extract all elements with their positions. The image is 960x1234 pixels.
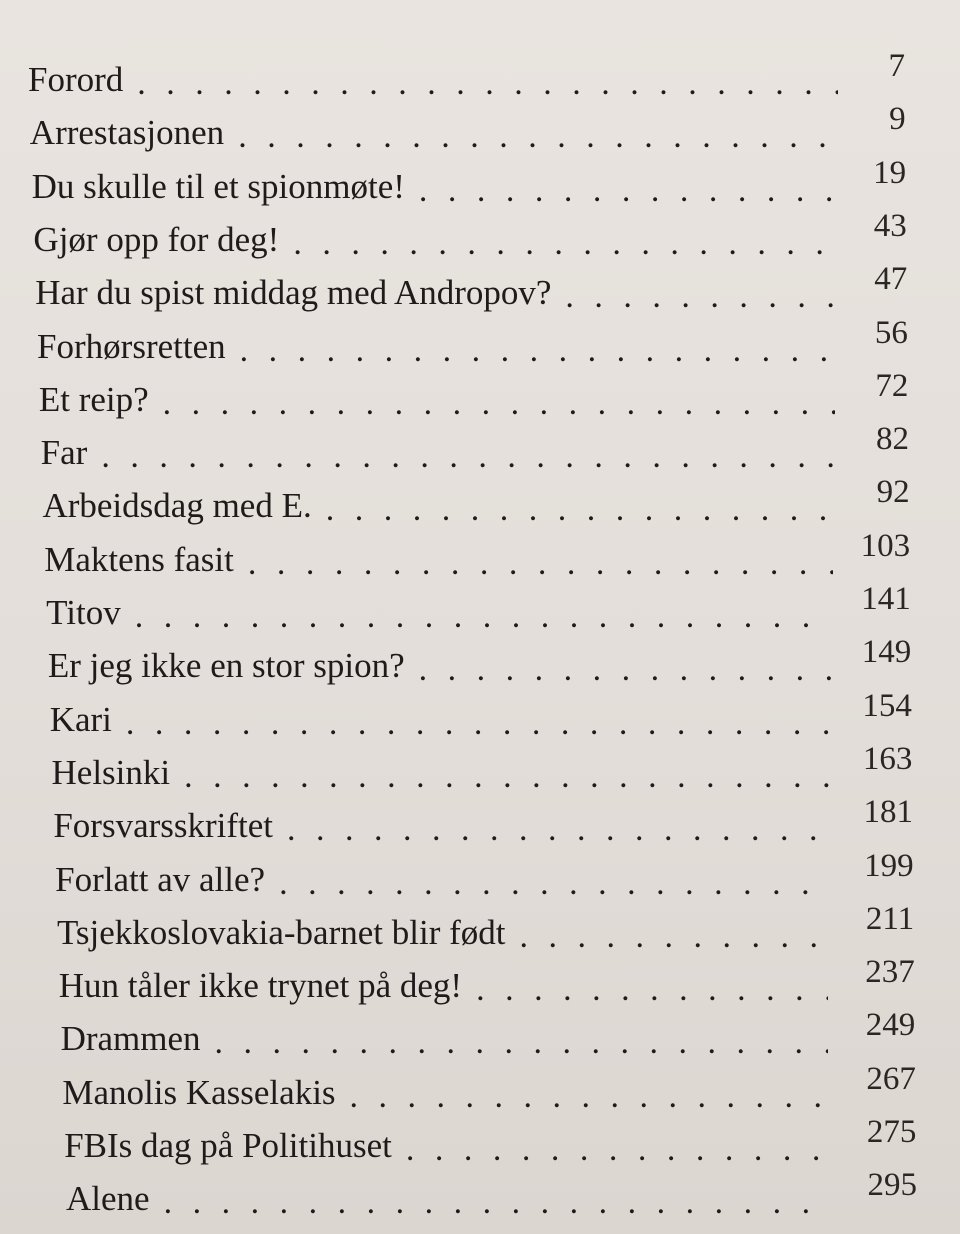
toc-entry-page-number: 154 [862, 687, 912, 724]
toc-entry [37, 323, 835, 367]
dot-leader [350, 1073, 828, 1113]
dot-leader [519, 913, 828, 953]
toc-entry-page-number: 199 [864, 847, 914, 884]
toc-entry-page-number: 295 [867, 1167, 917, 1204]
toc-entry-title: Maktens fasit [44, 539, 234, 579]
toc-entry [50, 696, 831, 740]
toc-entry-page-number: 267 [866, 1060, 916, 1097]
toc-entry-page-number: 7 [888, 48, 905, 84]
dot-leader [164, 1179, 826, 1219]
toc-entry [48, 642, 832, 686]
dot-leader [184, 753, 830, 793]
dot-leader [101, 433, 834, 473]
dot-leader [135, 593, 833, 633]
toc-entry-page-number: 19 [873, 154, 907, 191]
toc-entry [32, 163, 837, 207]
toc-entry [30, 109, 838, 153]
toc-entry [66, 1175, 826, 1219]
toc-entry-page-number: 9 [889, 101, 906, 138]
toc-entry-title: Manolis Kasselakis [62, 1072, 336, 1112]
toc-entry [55, 856, 829, 900]
toc-entry-title: Forhørsretten [37, 326, 226, 366]
toc-entry-title: Kari [49, 699, 112, 739]
toc-entry [42, 482, 833, 526]
toc-entry-title: Arbeidsdag med E. [42, 486, 312, 526]
toc-entry-page-number: 249 [865, 1007, 916, 1044]
toc-entry-title: Arrestasjonen [29, 113, 225, 153]
toc-entry-title: Et reip? [38, 379, 149, 419]
toc-entry [62, 1069, 827, 1113]
toc-entry [52, 749, 831, 793]
toc-entry [61, 1015, 828, 1059]
toc-entry-page-number: 237 [865, 954, 915, 991]
toc-entry [28, 56, 838, 100]
toc-entry-page-number: 149 [861, 634, 912, 671]
dot-leader [215, 1019, 828, 1059]
dot-leader [476, 966, 828, 1006]
toc-entry-page-number: 56 [874, 314, 908, 351]
toc-entry-title: Hun tåler ikke trynet på deg! [58, 966, 463, 1006]
toc-entry-title: Forsvarsskriftet [53, 806, 274, 846]
dot-leader [279, 860, 829, 900]
dot-leader [406, 1126, 827, 1166]
toc-entry-title: Gjør opp for deg! [33, 219, 280, 259]
toc-entry-title: Du skulle til et spionmøte! [31, 166, 405, 206]
toc-entry [59, 962, 829, 1006]
toc-entry-page-number: 47 [874, 261, 908, 298]
toc-entry-page-number: 163 [862, 740, 913, 777]
toc-entry-page-number: 181 [863, 794, 913, 831]
toc-entry [33, 216, 836, 260]
toc-entry [64, 1122, 826, 1166]
toc-entry [57, 909, 829, 953]
toc-entry-page-number: 72 [875, 367, 909, 404]
toc-entry-page-number: 92 [876, 474, 910, 511]
toc-entry-page-number: 211 [865, 900, 915, 937]
toc-entry [39, 376, 835, 420]
toc-entry-title: Helsinki [51, 752, 171, 792]
toc-entry [46, 589, 832, 633]
toc-entry-title: Tsjekkoslovakia-barnet blir født [56, 912, 506, 952]
dot-leader [419, 646, 832, 686]
dot-leader [419, 167, 837, 207]
toc-entry-page-number: 141 [861, 581, 911, 617]
toc-entry-title: Far [40, 433, 88, 473]
dot-leader [137, 60, 838, 100]
toc-entry [35, 269, 835, 313]
toc-entry-page-number: 82 [876, 421, 909, 458]
toc-entry-title: Alene [66, 1179, 150, 1219]
toc-entry [53, 802, 830, 846]
toc-entry-page-number: 103 [860, 527, 911, 564]
toc-entry-title: FBIs dag på Politihuset [64, 1126, 392, 1165]
toc-entry [44, 536, 833, 580]
dot-leader [565, 273, 835, 313]
toc-entry-title: Har du spist middag med Andropov? [35, 273, 552, 313]
dot-leader [238, 113, 837, 153]
toc-entry-page-number: 43 [873, 207, 907, 244]
dot-leader [126, 700, 831, 740]
dot-leader [326, 486, 834, 526]
toc-entry-title: Forlatt av alle? [55, 859, 266, 899]
dot-leader [293, 220, 836, 260]
dot-leader [287, 806, 830, 846]
toc-entry-title: Titov [46, 593, 121, 632]
toc-entry-page-number: 275 [866, 1114, 917, 1150]
toc-entry-title: Drammen [60, 1019, 201, 1059]
toc-entry [41, 429, 834, 473]
dot-leader [240, 327, 836, 367]
toc-entry-title: Forord [28, 60, 124, 99]
dot-leader [163, 380, 835, 420]
toc-entry-title: Er jeg ikke en stor spion? [47, 646, 405, 686]
dot-leader [248, 540, 833, 580]
